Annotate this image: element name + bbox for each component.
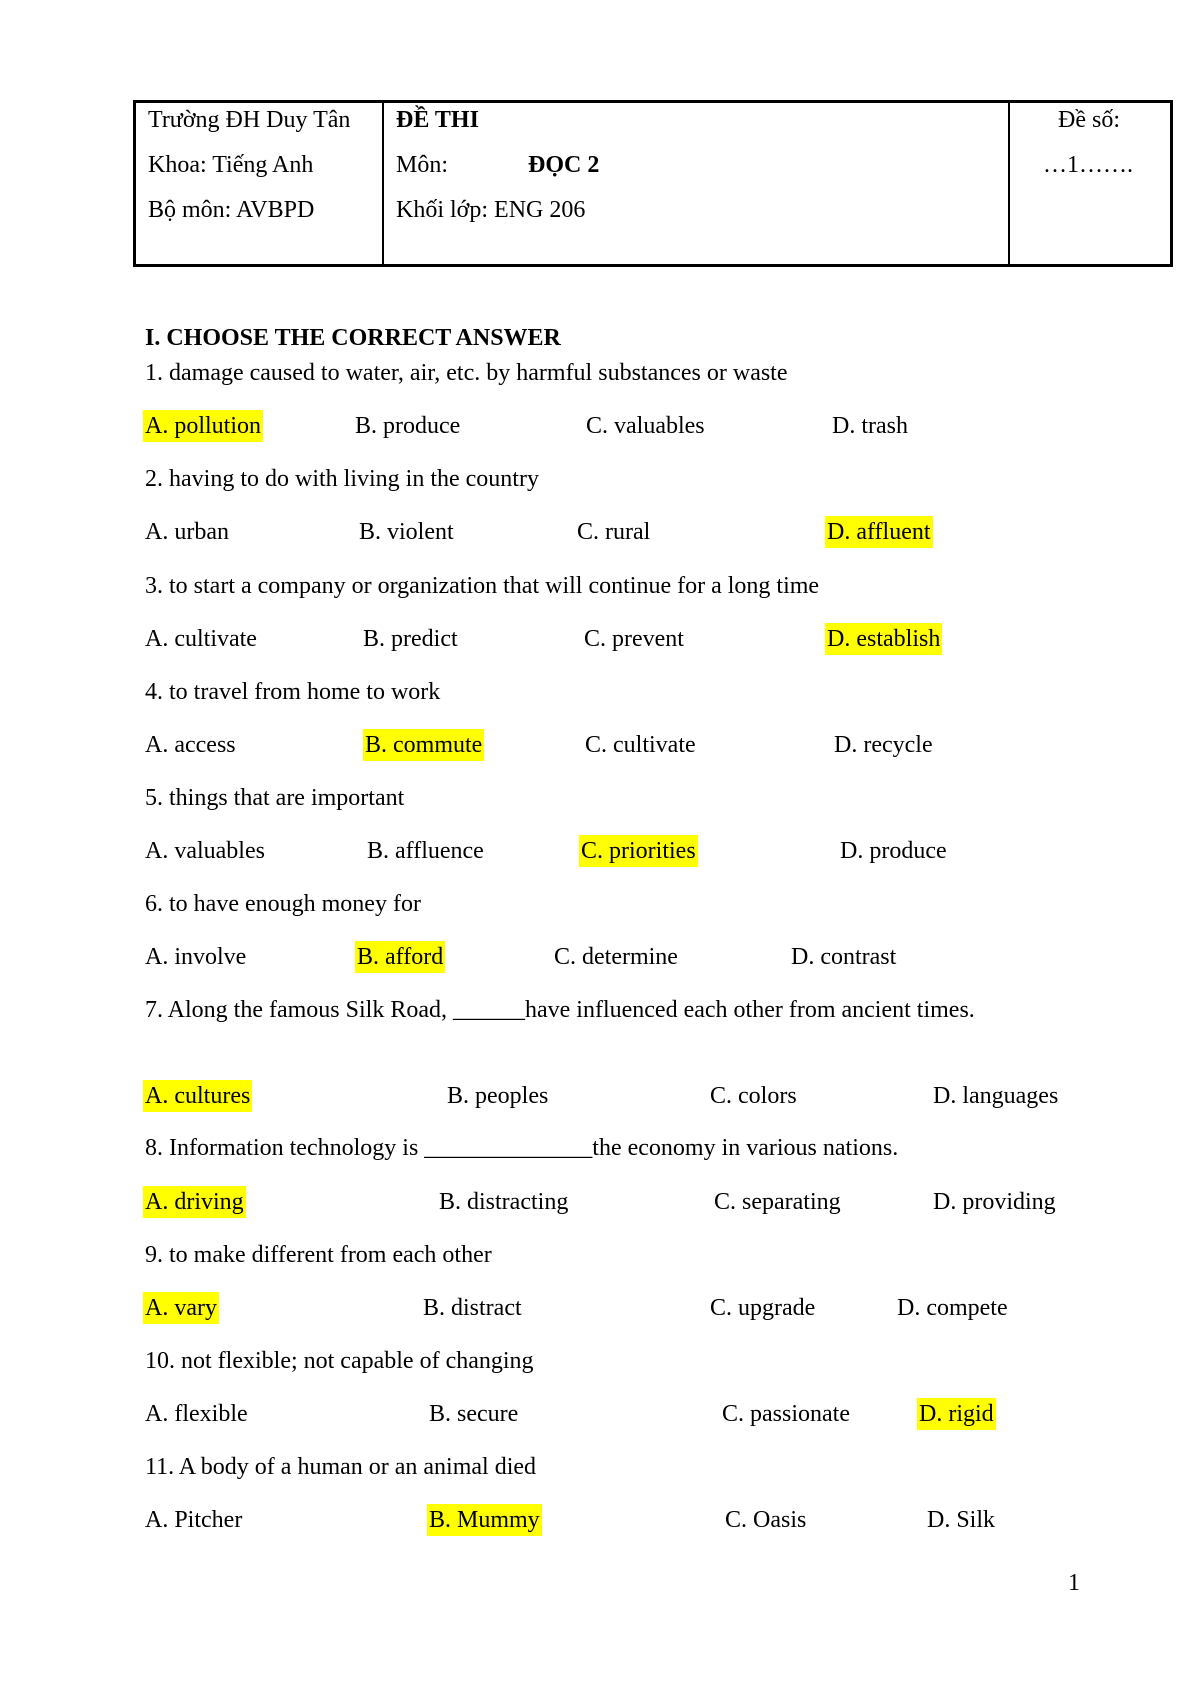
answer-option: D. contrast <box>791 944 897 970</box>
answer-option: B. affluence <box>367 838 484 864</box>
answer-option-correct: A. vary <box>143 1292 219 1324</box>
subject-value: ĐỌC 2 <box>528 152 600 178</box>
answer-options-row <box>0 410 1200 442</box>
answer-option: A. access <box>145 732 236 758</box>
exam-info-cell <box>384 103 1010 264</box>
answer-option: C. determine <box>554 944 678 970</box>
answer-option-correct: A. pollution <box>143 410 263 442</box>
answer-option: C. prevent <box>584 626 684 652</box>
answer-option-correct: D. rigid <box>917 1398 996 1430</box>
answer-option: C. rural <box>577 519 651 545</box>
question-text: 5. things that are important <box>145 785 405 811</box>
question-text: 6. to have enough money for <box>145 891 421 917</box>
answer-options-row <box>0 835 1200 867</box>
answer-option: D. providing <box>933 1189 1056 1215</box>
answer-option: A. Pitcher <box>145 1507 243 1533</box>
answer-option: A. cultivate <box>145 626 257 652</box>
answer-options-row <box>0 1080 1200 1112</box>
class-info: Khối lớp: ENG 206 <box>396 197 586 223</box>
answer-options-row <box>0 623 1200 655</box>
answer-option: D. compete <box>897 1295 1008 1321</box>
answer-option: B. produce <box>355 413 461 439</box>
question-text: 3. to start a company or organization that will continue for a long time <box>145 573 820 599</box>
answer-options-row <box>0 1398 1200 1430</box>
answer-option-correct: D. affluent <box>825 516 933 548</box>
answer-option: B. secure <box>429 1401 519 1427</box>
answer-option: B. distract <box>423 1295 522 1321</box>
question-text: 9. to make different from each other <box>145 1242 492 1268</box>
department-name: Bộ môn: AVBPD <box>148 197 315 223</box>
answer-option: A. flexible <box>145 1401 248 1427</box>
answer-options-row <box>0 516 1200 548</box>
answer-option: C. upgrade <box>710 1295 816 1321</box>
answer-option: C. separating <box>714 1189 841 1215</box>
question-text: 10. not flexible; not capable of changing <box>145 1348 534 1374</box>
exam-number-label: Đề số: <box>1058 107 1120 133</box>
answer-options-row <box>0 1504 1200 1536</box>
answer-option-correct: A. driving <box>143 1186 246 1218</box>
answer-option-correct: B. commute <box>363 729 484 761</box>
question-text: 1. damage caused to water, air, etc. by harmful substances or waste <box>145 360 788 386</box>
answer-option-correct: A. cultures <box>143 1080 252 1112</box>
answer-option: D. produce <box>840 838 947 864</box>
answer-option: C. valuables <box>586 413 705 439</box>
answer-option-correct: B. Mummy <box>427 1504 542 1536</box>
subject-label: Môn: <box>396 152 449 178</box>
answer-option: A. valuables <box>145 838 265 864</box>
answer-options-row <box>0 1292 1200 1324</box>
answer-options-row <box>0 941 1200 973</box>
school-info-cell <box>136 103 384 264</box>
answer-option: B. peoples <box>447 1083 549 1109</box>
exam-number-value: …1……. <box>1043 152 1133 178</box>
answer-option: A. urban <box>145 519 229 545</box>
page-number: 1 <box>1068 1570 1080 1596</box>
faculty-name: Khoa: Tiếng Anh <box>148 152 314 178</box>
answer-option: B. distracting <box>439 1189 569 1215</box>
answer-option: A. involve <box>145 944 247 970</box>
question-text: 8. Information technology is ______________the economy in various nations. <box>145 1135 899 1161</box>
answer-options-row <box>0 1186 1200 1218</box>
answer-option: B. predict <box>363 626 458 652</box>
answer-option: D. Silk <box>927 1507 996 1533</box>
answer-option-correct: C. priorities <box>579 835 698 867</box>
section-title: I. CHOOSE THE CORRECT ANSWER <box>145 325 561 351</box>
question-text: 2. having to do with living in the country <box>145 466 539 492</box>
answer-option: D. recycle <box>834 732 933 758</box>
answer-option: B. violent <box>359 519 454 545</box>
answer-option: C. passionate <box>722 1401 850 1427</box>
answer-option-correct: D. establish <box>825 623 942 655</box>
exam-header-table <box>133 100 1173 267</box>
answer-options-row <box>0 729 1200 761</box>
exam-title: ĐỀ THI <box>396 107 479 133</box>
answer-option: D. languages <box>933 1083 1059 1109</box>
question-text: 4. to travel from home to work <box>145 679 441 705</box>
answer-option: C. colors <box>710 1083 797 1109</box>
question-text: 7. Along the famous Silk Road, ______have influenced each other from ancient times. <box>145 997 975 1023</box>
answer-option: C. Oasis <box>725 1507 807 1533</box>
answer-option: D. trash <box>832 413 908 439</box>
school-name: Trường ĐH Duy Tân <box>148 107 351 133</box>
exam-number-cell <box>1010 103 1170 264</box>
answer-option: C. cultivate <box>585 732 696 758</box>
answer-option-correct: B. afford <box>355 941 445 973</box>
question-text: 11. A body of a human or an animal died <box>145 1454 537 1480</box>
